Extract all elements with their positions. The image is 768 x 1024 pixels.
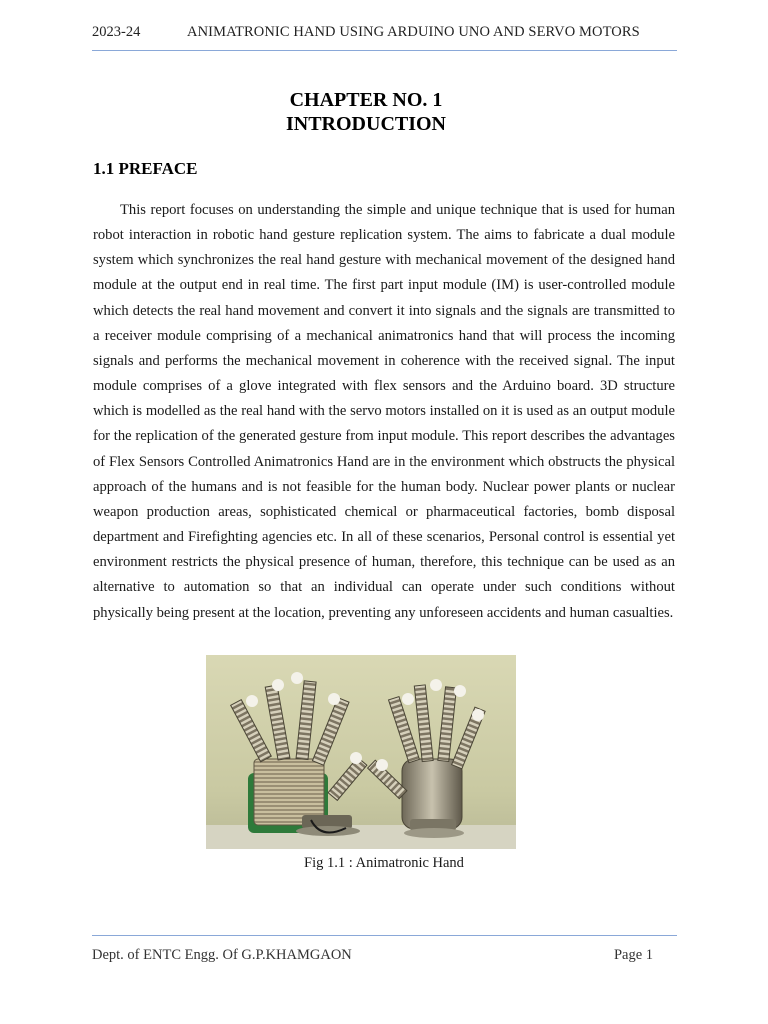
page-number: Page 1 (613, 947, 653, 963)
footer-department: Dept. of ENTC Engg. Of G.P.KHAMGAON (92, 947, 352, 963)
page-header (92, 20, 677, 51)
header-year: 2023-24 (92, 24, 141, 40)
animatronic-hand-image (206, 655, 516, 849)
section-heading: 1.1 PREFACE (93, 159, 198, 178)
header-title: ANIMATRONIC HAND USING ARDUINO UNO AND SERVO MOTORS (187, 24, 640, 40)
chapter-title: INTRODUCTION (285, 113, 447, 135)
chapter-number: CHAPTER NO. 1 (289, 89, 443, 111)
figure-caption: Fig 1.1 : Animatronic Hand (304, 855, 464, 871)
page-footer (92, 935, 677, 976)
preface-paragraph: This report focuses on understanding the simple and unique technique that is used for human robot interaction in robotic hand gesture replication system. The aims to fabricate a dual module system which synchronizes the real hand gesture with mechanical movement of the designed hand module at the output end in real time. The first part input module (IM) is user-controlled module which detects the real hand movement and convert it into signals and the signals are transmitted to a receiver module comprising of a mechanical animatronics hand that will process the incoming signals and performs the mechanical movement in coherence with the received signal. The input module comprises of a glove integrated with flex sensors and the Arduino board. 3D structure which is modelled as the real hand with the servo motors installed on it is used as an output module for the replication of the generated gesture from input module. This report describes the advantages of Flex Sensors Controlled Animatronics Hand are in the environment which obstructs the physical approach of the humans and is not feasible for the human body. Nuclear power plants or nuclear weapon production areas, sophisticated chemical or pharmaceutical factories, bomb disposal department and Firefighting agencies etc. In all of these scenarios, Personal control is essential yet environment restricts the physical presence of human, therefore, this technique can be used as an alternative to automation so that an individual can operate under such conditions without physically being present at the location, preventing any unforeseen accidents and human casualties. (93, 202, 675, 621)
